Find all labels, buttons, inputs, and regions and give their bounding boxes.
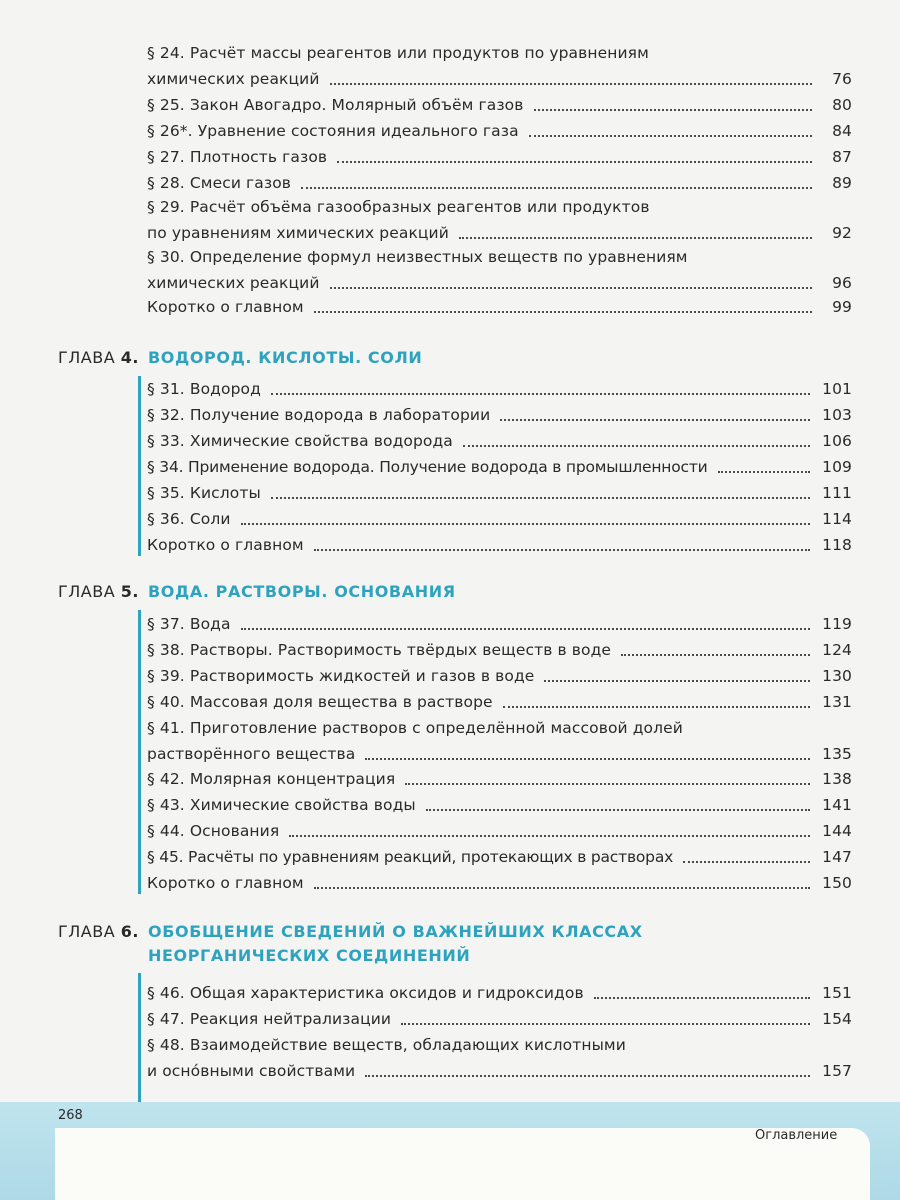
entry-page-number: 103 (822, 406, 852, 424)
toc-entry-44[interactable] (147, 818, 852, 844)
toc-entry-26[interactable] (147, 118, 852, 144)
leader-dots (534, 108, 812, 111)
leader-dots (463, 444, 810, 447)
entry-line: § 38. Растворы. Растворимость твёрдых веществ в воде 124 (147, 637, 852, 663)
entry-line: Коротко о главном 150 (147, 870, 852, 896)
leader-dots (314, 548, 810, 551)
entry-page-number: 151 (822, 984, 852, 1002)
entry-page-number: 114 (822, 510, 852, 528)
leader-dots (330, 286, 813, 289)
chapter-number: 4. (120, 348, 139, 367)
leader-dots (426, 808, 810, 811)
chapter-5-rule (138, 610, 141, 894)
toc-entry-29[interactable] (147, 194, 852, 246)
toc-entry-summary-4[interactable] (147, 532, 852, 558)
toc-entry-48[interactable] (147, 1032, 852, 1084)
entry-line: § 44. Основания 144 (147, 818, 852, 844)
entry-page-number: 96 (832, 274, 852, 292)
chapter-title-line-1: ОБОБЩЕНИЕ СВЕДЕНИЙ О ВАЖНЕЙШИХ КЛАССАХ (148, 922, 643, 941)
entry-page-number: 76 (832, 70, 852, 88)
entry-page-number: 141 (822, 796, 852, 814)
leader-dots (401, 1022, 810, 1025)
toc-entry-41[interactable] (147, 715, 852, 767)
chapter-label: ГЛАВА 5. (58, 582, 139, 601)
entry-page-number: 106 (822, 432, 852, 450)
entry-line: химических реакций 96 (147, 270, 852, 296)
entry-line: § 33. Химические свойства водорода 106 (147, 428, 852, 454)
entry-line: § 31. Водород 101 (147, 376, 852, 402)
entry-page-number: 130 (822, 667, 852, 685)
toc-entry-32[interactable] (147, 402, 852, 428)
toc-entry-47[interactable] (147, 1006, 852, 1032)
entry-page-number: 135 (822, 745, 852, 763)
leader-dots (314, 310, 812, 313)
toc-entry-25[interactable] (147, 92, 852, 118)
leader-dots (459, 236, 812, 239)
entry-page-number: 99 (832, 298, 852, 316)
page-number: 268 (58, 1108, 83, 1123)
entry-line: химических реакций 76 (147, 66, 852, 92)
toc-entry-45[interactable] (147, 844, 852, 870)
leader-dots (500, 418, 810, 421)
leader-dots (365, 757, 810, 760)
leader-dots (271, 496, 810, 499)
toc-entry-46[interactable] (147, 980, 852, 1006)
chapter-title-line-2: НЕОРГАНИЧЕСКИХ СОЕДИНЕНИЙ (148, 946, 471, 965)
entry-line: § 47. Реакция нейтрализации 154 (147, 1006, 852, 1032)
entry-line: § 45. Расчёты по уравнениям реакций, протекающих в растворах 147 (147, 844, 852, 870)
toc-entry-43[interactable] (147, 792, 852, 818)
toc-entry-summary-5[interactable] (147, 870, 852, 896)
toc-entry-summary-3[interactable] (147, 294, 852, 320)
entry-page-number: 89 (832, 174, 852, 192)
toc-entry-40[interactable] (147, 689, 852, 715)
leader-dots (241, 522, 811, 525)
leader-dots (241, 627, 811, 630)
entry-line: § 30. Определение формул неизвестных веществ по уравнениям (147, 248, 688, 266)
leader-dots (544, 679, 810, 682)
entry-line: по уравнениям химических реакций 92 (147, 220, 852, 246)
entry-line: § 26*. Уравнение состояния идеального газа 84 (147, 118, 852, 144)
entry-line: § 25. Закон Авогадро. Молярный объём газов 80 (147, 92, 852, 118)
entry-page-number: 154 (822, 1010, 852, 1028)
entry-line: § 46. Общая характеристика оксидов и гидроксидов 151 (147, 980, 852, 1006)
entry-page-number: 118 (822, 536, 852, 554)
entry-page-number: 109 (822, 458, 852, 476)
leader-dots (289, 834, 810, 837)
entry-page-number: 131 (822, 693, 852, 711)
footer-tab (55, 1128, 870, 1200)
entry-line: Коротко о главном 118 (147, 532, 852, 558)
chapter-label: ГЛАВА 6. (58, 922, 139, 941)
section-label: Оглавление (755, 1128, 838, 1143)
toc-entry-24[interactable] (147, 40, 852, 92)
chapter-label: ГЛАВА 4. (58, 348, 139, 367)
chapter-6-rule (138, 973, 141, 1103)
leader-dots (301, 186, 812, 189)
leader-dots (314, 886, 810, 889)
chapter-number: 5. (120, 582, 139, 601)
entry-page-number: 147 (822, 848, 852, 866)
entry-line: § 39. Растворимость жидкостей и газов в воде 130 (147, 663, 852, 689)
entry-line: § 43. Химические свойства воды 141 (147, 792, 852, 818)
entry-line: § 29. Расчёт объёма газообразных реагентов или продуктов (147, 198, 650, 216)
chapter-title: ВОДОРОД. КИСЛОТЫ. СОЛИ (148, 348, 423, 367)
entry-line: Коротко о главном 99 (147, 294, 852, 320)
entry-line: растворённого вещества 135 (147, 741, 852, 767)
entry-line: § 34. Применение водорода. Получение водорода в промышленности 109 (147, 454, 852, 480)
leader-dots (503, 705, 810, 708)
entry-line: § 35. Кислоты 111 (147, 480, 852, 506)
toc-entry-42[interactable] (147, 766, 852, 792)
chapter-4-rule (138, 376, 141, 556)
entry-page-number: 80 (832, 96, 852, 114)
leader-dots (405, 782, 810, 785)
entry-line: § 37. Вода 119 (147, 611, 852, 637)
chapter-title: ВОДА. РАСТВОРЫ. ОСНОВАНИЯ (148, 582, 456, 601)
entry-page-number: 111 (822, 484, 852, 502)
toc-entry-27[interactable] (147, 144, 852, 170)
entry-line: § 32. Получение водорода в лаборатории 103 (147, 402, 852, 428)
entry-line: § 24. Расчёт массы реагентов или продуктов по уравнениям (147, 44, 649, 62)
toc-entry-34[interactable] (147, 454, 852, 480)
entry-line: § 36. Соли 114 (147, 506, 852, 532)
leader-dots (683, 860, 810, 863)
entry-page-number: 157 (822, 1062, 852, 1080)
entry-page-number: 87 (832, 148, 852, 166)
entry-line: § 28. Смеси газов 89 (147, 170, 852, 196)
entry-line: § 41. Приготовление растворов с определённой массовой долей (147, 719, 683, 737)
toc-entry-38[interactable] (147, 637, 852, 663)
entry-page-number: 101 (822, 380, 852, 398)
toc-entry-35[interactable] (147, 480, 852, 506)
entry-page-number: 92 (832, 224, 852, 242)
leader-dots (365, 1074, 810, 1077)
toc-entry-31[interactable] (147, 376, 852, 402)
leader-dots (594, 996, 810, 999)
entry-page-number: 84 (832, 122, 852, 140)
leader-dots (271, 392, 810, 395)
entry-line: § 40. Массовая доля вещества в растворе 131 (147, 689, 852, 715)
entry-page-number: 144 (822, 822, 852, 840)
leader-dots (337, 160, 812, 163)
toc-entry-37[interactable] (147, 611, 852, 637)
leader-dots (718, 470, 811, 473)
entry-line: и оснóвными свойствами 157 (147, 1058, 852, 1084)
toc-entry-36[interactable] (147, 506, 852, 532)
leader-dots (330, 82, 813, 85)
entry-page-number: 124 (822, 641, 852, 659)
leader-dots (621, 653, 810, 656)
toc-entry-28[interactable] (147, 170, 852, 196)
entry-page-number: 119 (822, 615, 852, 633)
toc-entry-30[interactable] (147, 244, 852, 296)
entry-line: § 48. Взаимодействие веществ, обладающих кислотными (147, 1036, 626, 1054)
entry-line: § 42. Молярная концентрация 138 (147, 766, 852, 792)
toc-entry-39[interactable] (147, 663, 852, 689)
entry-page-number: 150 (822, 874, 852, 892)
entry-page-number: 138 (822, 770, 852, 788)
toc-entry-33[interactable] (147, 428, 852, 454)
entry-line: § 27. Плотность газов 87 (147, 144, 852, 170)
leader-dots (529, 134, 812, 137)
chapter-number: 6. (120, 922, 139, 941)
